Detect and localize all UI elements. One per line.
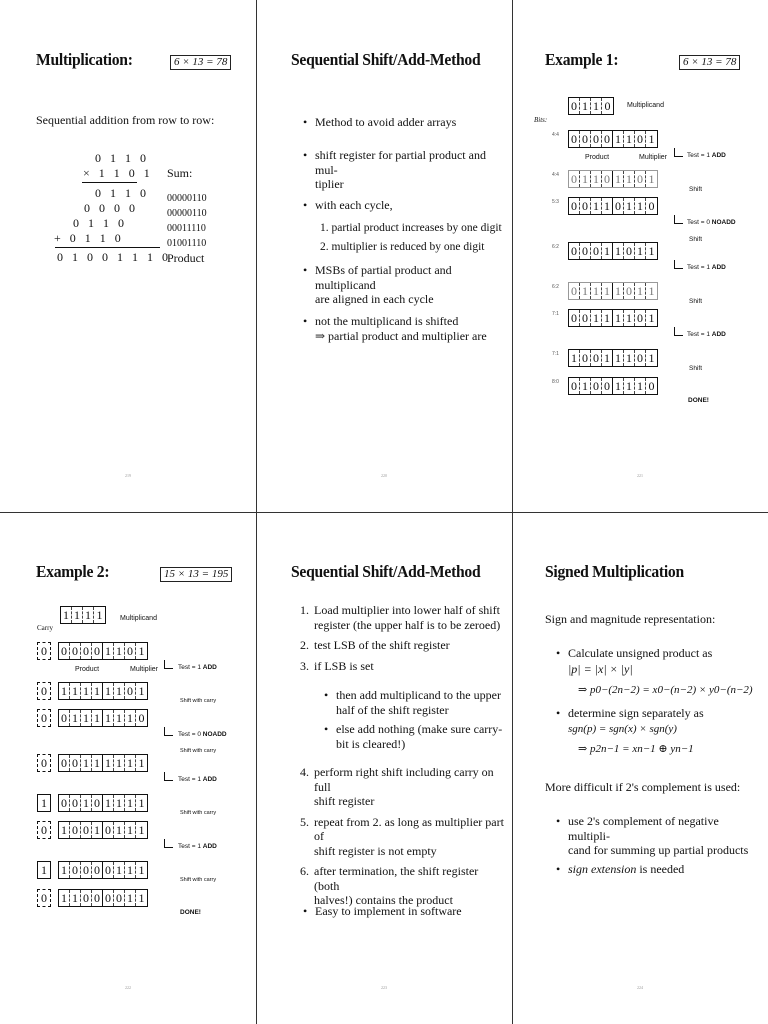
bit-range: 7:1 [552,311,559,317]
register-bit: 1 [591,310,602,326]
product-row: 0 1 0 0 1 1 1 0 [57,250,171,264]
register-bit: 0 [114,890,125,906]
register-bit: 0 [591,243,602,259]
register-bit: 0 [59,710,70,726]
register-bit: 1 [138,684,145,698]
register-bit: 0 [70,643,81,659]
carry-bit: 0 [37,682,51,700]
carry-bit: 0 [37,889,51,907]
step-action: NOADD [711,219,736,226]
slide-title: Signed Multiplication [545,562,684,581]
step-note: Test = 0 NOADD [178,731,227,738]
register-bit: 1 [138,644,145,658]
bullet-item: • Easy to implement in software [303,904,503,919]
register-bit: 1 [624,198,635,214]
arrow-hook [164,660,173,669]
multiplier-row: × 1 1 0 1 [83,166,153,180]
register-bit: 0 [591,378,602,394]
intro-text: More difficult if 2's complement is used: [545,780,741,794]
sub-bullet-list [324,688,504,751]
register-bit: 1 [591,171,602,187]
register-bit: 1 [613,378,624,394]
shift-register [58,642,148,660]
register-bit: 1 [92,822,103,838]
register-bit: 1 [648,132,655,146]
register-bit: 1 [613,243,624,259]
register-bit: 1 [92,710,103,726]
bit-range: 7:1 [552,351,559,357]
multiplicand-register [568,97,614,115]
register-bit: 1 [114,755,125,771]
register-bit: 0 [569,131,580,147]
register-bit: 1 [138,823,145,837]
register-bit: 1 [138,863,145,877]
register-bit: 1 [580,171,591,187]
multiplicand-register [60,606,106,624]
register-bit: 1 [114,683,125,699]
register-bit: 1 [591,98,602,114]
shift-register [568,242,658,260]
register-bit: 1 [569,350,580,366]
register-bit: 1 [613,350,624,366]
step-note: Test = 1 ADD [687,331,726,338]
shift-register [58,754,148,772]
step-action: DONE! [180,909,201,916]
register-bit: 1 [114,795,125,811]
equation: |p| = |x| × |y| [568,662,633,676]
register-bit: 1 [580,378,591,394]
slide-title: Sequential Shift/Add-Method [291,562,481,581]
register-bit: 1 [591,198,602,214]
bullet-list [303,148,503,192]
register-bit: 1 [648,351,655,365]
slide-example-2 [0,512,256,1024]
carry-label: Carry [37,624,53,632]
slide-example-1 [512,0,768,512]
step-note: Shift with carry [180,877,217,883]
register-bit: 0 [635,131,646,147]
slide-title: Sequential Shift/Add-Method [291,50,481,69]
shift-register [568,309,658,327]
register-bit: 0 [648,379,655,393]
step-action: ADD [202,776,217,783]
step-action: ADD [202,664,217,671]
register-bit: 0 [59,795,70,811]
steps-list [300,603,505,673]
bit-range: 4:4 [552,172,559,178]
shift-register [58,861,148,879]
register-bit: 1 [92,755,103,771]
step-note: Test = 1 ADD [178,843,217,850]
step-action: ADD [711,152,726,159]
partial-row: 0 1 1 0 [73,216,127,230]
step-note: Shift with carry [180,748,217,754]
register-bit: 1 [83,607,94,623]
step-note: Test = 1 ADD [178,664,217,671]
register-bit: 1 [624,131,635,147]
partial-row: 0 1 1 0 [95,186,149,200]
register-bit: 1 [648,172,655,186]
register-bit: 1 [59,822,70,838]
page-number: 223 [381,985,387,990]
bullet-list [303,904,503,919]
register-bit: 0 [591,131,602,147]
register-bit: 1 [613,131,624,147]
register-bit: 0 [580,350,591,366]
carry-bit: 0 [37,754,51,772]
register-bit: 1 [648,244,655,258]
register-bit: 1 [602,283,613,299]
step-item: 6. after termination, the shift register (both halves!) contains the product [300,864,479,907]
register-bit: 0 [569,198,580,214]
register-bit: 1 [81,710,92,726]
register-bit: 0 [591,350,602,366]
register-bit: 1 [613,283,624,299]
step-item: 3. if LSB is set [300,658,374,673]
page-number: 220 [381,473,387,478]
register-bit: 1 [59,862,70,878]
step-action: ADD [711,331,726,338]
formula-box: 6 × 13 = 78 [170,55,231,70]
bit-range: 6:2 [552,244,559,250]
bullet-item: • with each cycle, [303,198,503,213]
register-bit: 1 [635,243,646,259]
step-action: ADD [202,843,217,850]
step-note: Test = 0 NOADD [687,219,736,226]
register-bit: 0 [635,350,646,366]
slide-title: Multiplication: [36,50,133,69]
page-number: 222 [125,985,131,990]
shift-register [568,130,658,148]
arrow-hook [164,772,173,781]
bullet-item: • Method to avoid adder arrays [303,115,503,130]
step-note: Shift [689,365,703,372]
register-bit: 1 [635,198,646,214]
sum-value: 00011110 [167,223,206,234]
partial-row: + 0 1 1 0 [54,231,124,245]
register-bit: 1 [72,607,83,623]
slide-shift-add [256,0,512,512]
register-bit: 1 [92,683,103,699]
register-bit: 1 [635,283,646,299]
shift-register [568,377,658,395]
register-bit: 0 [604,99,611,113]
register-bit: 1 [648,311,655,325]
register-bit: 1 [138,756,145,770]
register-bit: 1 [613,310,624,326]
page-number: 219 [125,473,131,478]
multiplicand-label: Multiplicand [627,102,664,109]
steps-list [300,765,505,908]
register-bit: 1 [125,890,136,906]
bit-range: 4:4 [552,132,559,138]
register-bit: 1 [70,890,81,906]
equation: sgn(p) = sgn(x) × sgn(y) [568,723,677,735]
slide-multiplication [0,0,256,512]
arrow-hook [674,148,683,157]
carry-bit: 0 [37,642,51,660]
sub-item: 2. multiplier is reduced by one digit [320,241,485,253]
bullet-list [556,706,761,721]
register-bit: 0 [635,310,646,326]
register-bit: 1 [103,710,114,726]
intro-text: Sequential addition from row to row: [36,113,215,127]
register-bit: 1 [103,683,114,699]
page-number: 221 [637,473,643,478]
register-bit: 0 [569,98,580,114]
slide-shift-add-steps [256,512,512,1024]
register-bit: 0 [569,243,580,259]
register-bit: 1 [624,378,635,394]
page-number: 224 [637,985,643,990]
register-bit: 1 [591,283,602,299]
slide-title: Example 1: [545,50,619,69]
register-bit: 0 [70,822,81,838]
bullet-item: • not the multiplicand is shifted ⇒ partial product and multiplier are [303,314,503,343]
shift-register [568,170,658,188]
register-bit: 0 [103,890,114,906]
register-bit: 1 [96,608,103,622]
bit-range: 5:3 [552,199,559,205]
register-bit: 1 [624,350,635,366]
register-bit: 1 [114,822,125,838]
step-item: 1. Load multiplier into lower half of shift register (the upper half is to be zeroed) [300,603,501,632]
register-bit: 0 [92,890,103,906]
equation: ⇒ p2n−1 = xn−1 ⊕ yn−1 [578,743,694,755]
arrow-hook [164,839,173,848]
bullet-list [303,115,503,130]
arrow-hook [674,260,683,269]
sum-value: 00000110 [167,193,207,204]
register-bit: 1 [125,710,136,726]
register-bit: 1 [138,891,145,905]
sub-item: 1. partial product increases by one digit [320,222,502,234]
partial-row: 0 0 0 0 [84,201,138,215]
multiplicand-label: Multiplicand [120,615,157,622]
slide-signed-multiplication [512,512,768,1024]
carry-bit: 0 [37,709,51,727]
register-bit: 1 [580,98,591,114]
register-bit: 1 [61,607,72,623]
register-bit: 1 [613,171,624,187]
sum-value: 00000110 [167,208,207,219]
register-bit: 0 [635,171,646,187]
sub-bullet: • else add nothing (make sure carry- bit is cleared!) [324,722,504,751]
register-bit: 1 [70,683,81,699]
register-bit: 1 [602,243,613,259]
register-bit: 1 [125,822,136,838]
shift-register [58,821,148,839]
register-bit: 0 [92,795,103,811]
register-bit: 0 [81,890,92,906]
step-note: Shift [689,186,703,193]
register-bit: 1 [602,350,613,366]
register-bit: 0 [125,683,136,699]
bullet-item: • shift register for partial product and mul- tiplier [303,148,503,192]
carry-bit: 0 [37,821,51,839]
register-bit: 0 [569,283,580,299]
carry-bit: 1 [37,861,51,879]
bullet-item: • MSBs of partial product and multiplicand are aligned in each cycle [303,263,503,307]
register-bit: 0 [81,862,92,878]
register-bit: 0 [580,198,591,214]
carry-bit: 1 [37,794,51,812]
register-bit: 1 [59,890,70,906]
register-bit: 0 [103,822,114,838]
arrow-hook [674,215,683,224]
shift-register [568,282,658,300]
bullet-list [303,263,503,307]
bits-label: Bits: [534,116,548,124]
register-bit: 1 [635,378,646,394]
shift-register [58,709,148,727]
register-bit: 0 [580,310,591,326]
register-bit: 1 [624,310,635,326]
shift-register [58,682,148,700]
register-bit: 1 [81,795,92,811]
multiplicand-row: 0 1 1 0 [95,151,149,165]
rule [55,247,160,248]
register-bit: 1 [580,283,591,299]
product-label: Product [167,251,205,265]
multiplier-label: Multiplier [639,154,668,161]
shift-register [568,197,658,215]
sum-value: 01001110 [167,238,207,249]
equation: ⇒ p0−(2n−2) = x0−(n−2) × y0−(n−2) [578,684,753,696]
bullet-list [303,198,503,213]
register-bit: 0 [70,862,81,878]
bit-range: 8:0 [552,379,559,385]
bullet-item: • determine sign separately as [556,706,761,721]
step-note: Shift [689,298,703,305]
register-bit: 1 [602,310,613,326]
step-item: 5. repeat from 2. as long as multiplier part of shift register is not empty [300,814,504,858]
register-bit: 0 [70,795,81,811]
register-bit: 1 [103,795,114,811]
bullet-item: • use 2's complement of negative multipli- cand for summing up partial products [556,814,761,858]
register-bit: 0 [569,310,580,326]
register-bit: 1 [114,643,125,659]
rule [82,182,137,183]
register-bit: 1 [138,796,145,810]
step-note: Test = 1 ADD [687,152,726,159]
formula-box: 6 × 13 = 78 [679,55,740,70]
register-bit: 1 [125,862,136,878]
register-bit: 0 [613,198,624,214]
step-note: Shift [689,236,703,243]
bit-range: 6:2 [552,284,559,290]
sub-bullet: • then add multiplicand to the upper half of the shift register [324,688,504,717]
formula-box: 15 × 13 = 195 [160,567,232,582]
register-bit: 0 [81,822,92,838]
shift-register [568,349,658,367]
register-bit: 0 [138,711,145,725]
register-bit: 1 [81,683,92,699]
register-bit: 1 [624,171,635,187]
register-bit: 1 [70,710,81,726]
bullet-list [556,814,761,876]
arrow-hook [164,727,173,736]
step-item: 2. test LSB of the shift register [300,638,450,652]
register-bit: 1 [114,862,125,878]
register-bit: 0 [569,378,580,394]
register-bit: 1 [103,643,114,659]
register-bit: 0 [81,643,92,659]
bullet-list [303,314,503,343]
bullet-item: • Calculate unsigned product as [556,646,761,661]
register-bit: 1 [114,710,125,726]
register-bit: 0 [624,283,635,299]
step-item: 4. perform right shift including carry on full shift register [300,765,494,808]
register-bit: 0 [602,171,613,187]
arrow-hook [674,327,683,336]
register-bit: 1 [602,198,613,214]
register-bit: 0 [624,243,635,259]
register-bit: 0 [602,131,613,147]
register-bit: 1 [648,284,655,298]
register-bit: 1 [125,795,136,811]
register-bit: 0 [569,171,580,187]
slide-title: Example 2: [36,562,110,581]
step-note: Test = 1 ADD [178,776,217,783]
shift-register [58,889,148,907]
step-action: NOADD [202,731,227,738]
register-bit: 1 [125,755,136,771]
register-bit: 0 [59,755,70,771]
product-label: Product [75,666,100,673]
multiplier-label: Multiplier [130,666,159,673]
bullet-item: • sign extension is needed [556,862,761,877]
step-action: DONE! [688,397,709,404]
register-bit: 0 [70,755,81,771]
sum-label: Sum: [167,166,193,180]
step-note: Shift with carry [180,698,217,704]
register-bit: 1 [81,755,92,771]
bullet-list [556,646,761,661]
shift-register [58,794,148,812]
step-note: Test = 1 ADD [687,264,726,271]
register-bit: 0 [59,643,70,659]
register-bit: 0 [580,243,591,259]
register-bit: 0 [125,643,136,659]
register-bit: 0 [648,199,655,213]
register-bit: 1 [103,755,114,771]
register-bit: 1 [59,683,70,699]
step-action: ADD [711,264,726,271]
register-bit: 0 [92,643,103,659]
product-label: Product [585,154,610,161]
register-bit: 0 [580,131,591,147]
step-note: Shift with carry [180,810,217,816]
register-bit: 0 [92,862,103,878]
register-bit: 0 [602,378,613,394]
register-bit: 0 [103,862,114,878]
intro-text: Sign and magnitude representation: [545,612,716,626]
